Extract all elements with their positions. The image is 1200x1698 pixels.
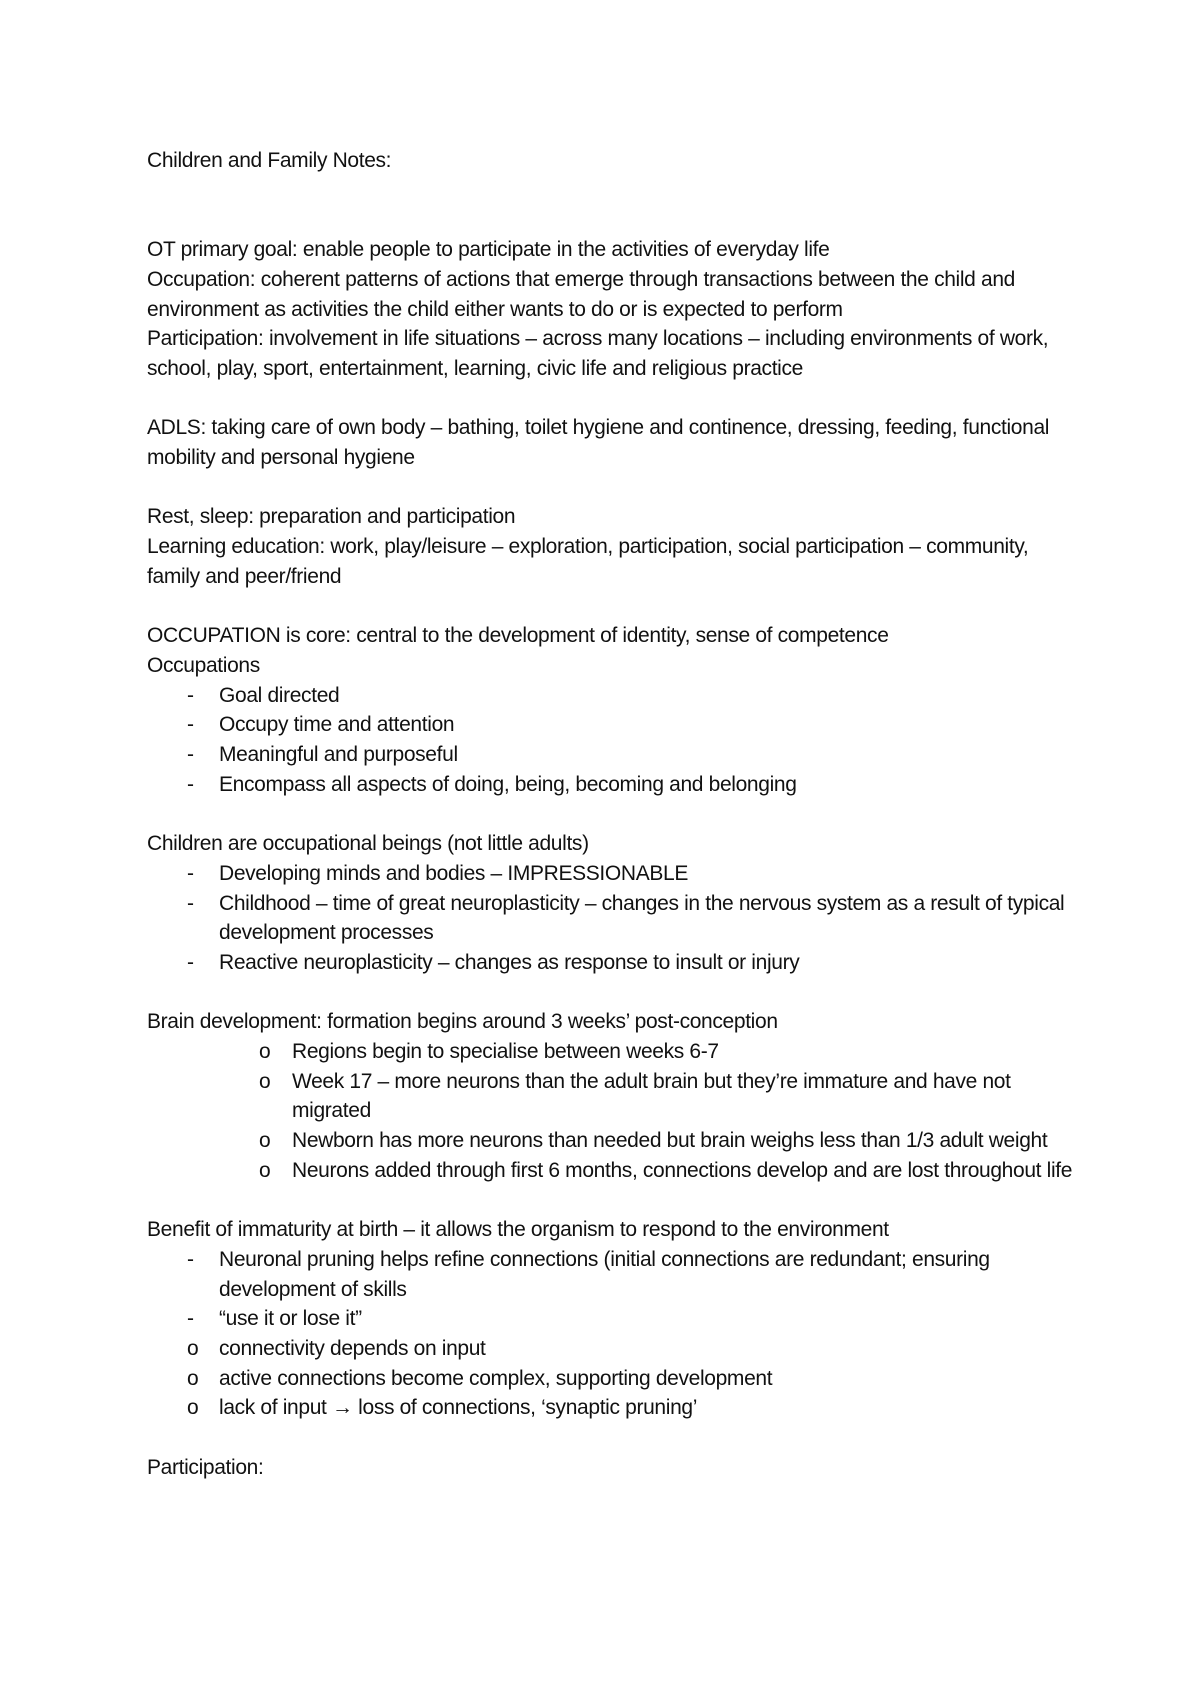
dash-marker: - [187, 683, 194, 707]
intro-goal: OT primary goal: enable people to participate in the activities of everyday life [147, 238, 830, 262]
circle-marker: o [187, 1396, 199, 1420]
rest-paragraph: Rest, sleep: preparation and participation [147, 505, 516, 529]
list-item: o connectivity depends on input [147, 1334, 1077, 1364]
dash-marker: - [187, 713, 194, 737]
dash-marker: - [187, 1247, 194, 1271]
children-list [147, 859, 1077, 978]
list-item: o lack of input → loss of connections, ‘synaptic pruning’ [147, 1393, 1077, 1423]
list-item: o Week 17 – more neurons than the adult brain but they’re immature and have not migrated [147, 1067, 1077, 1126]
circle-marker: o [259, 1158, 271, 1182]
dash-marker: - [187, 1307, 194, 1331]
list-item: - Goal directed [147, 681, 1077, 711]
list-item: o Newborn has more neurons than needed but brain weighs less than 1/3 adult weight [147, 1126, 1077, 1156]
circle-marker: o [259, 1069, 271, 1093]
intro-participation: Participation: involvement in life situations – across many locations – including environments of work, school, play, sport, entertainment, learning, civic life and religious practice [147, 327, 1049, 380]
list-item: o Neurons added through first 6 months, connections develop and are lost throughout life [147, 1156, 1077, 1186]
dash-marker: - [187, 772, 194, 796]
occupations-list [147, 681, 1077, 800]
list-item: o Regions begin to specialise between weeks 6-7 [147, 1037, 1077, 1067]
brain-list [147, 1037, 1077, 1186]
dash-marker: - [187, 891, 194, 915]
adls-paragraph: ADLS: taking care of own body – bathing, toilet hygiene and continence, dressing, feeding, functional mobility and personal hygiene [147, 416, 1050, 469]
list-item: o active connections become complex, supporting development [147, 1364, 1077, 1394]
circle-marker: o [187, 1337, 199, 1361]
dash-marker: - [187, 861, 194, 885]
list-item: - Reactive neuroplasticity – changes as response to insult or injury [147, 948, 1077, 978]
occupation-core-heading: OCCUPATION is core: central to the development of identity, sense of competence [147, 624, 889, 648]
dash-marker: - [187, 950, 194, 974]
intro-occupation: Occupation: coherent patterns of actions that emerge through transactions between the child and environment as activities the child either wants to do or is expected to perform [147, 267, 1015, 321]
list-item: - Developing minds and bodies – IMPRESSIONABLE [147, 859, 1077, 889]
circle-marker: o [259, 1129, 271, 1153]
benefit-list [147, 1245, 1077, 1334]
benefit-sublist [147, 1334, 1077, 1423]
list-item: - Occupy time and attention [147, 710, 1077, 740]
right-arrow-icon: → [332, 1396, 353, 1420]
list-item: - “use it or lose it” [147, 1304, 1077, 1334]
circle-marker: o [187, 1366, 199, 1390]
benefit-heading: Benefit of immaturity at birth – it allows the organism to respond to the environment [147, 1218, 889, 1242]
occupations-subheading: Occupations [147, 653, 260, 677]
circle-marker: o [259, 1040, 271, 1063]
document-page [147, 146, 1077, 1483]
participation-heading: Participation: [147, 1455, 264, 1479]
list-item: - Meaningful and purposeful [147, 740, 1077, 770]
learning-paragraph: Learning education: work, play/leisure – exploration, participation, social participation – community, family and peer/friend [147, 535, 1029, 588]
list-item: - Encompass all aspects of doing, being, becoming and belonging [147, 770, 1077, 800]
dash-marker: - [187, 743, 194, 766]
children-heading: Children are occupational beings (not little adults) [147, 832, 589, 856]
page-title: Children and Family Notes: [147, 149, 392, 172]
list-item: - Neuronal pruning helps refine connections (initial connections are redundant; ensuring development of skills [147, 1245, 1077, 1304]
list-item: - Childhood – time of great neuroplasticity – changes in the nervous system as a result of typical development processes [147, 889, 1077, 948]
brain-heading: Brain development: formation begins around 3 weeks’ post-conception [147, 1010, 778, 1034]
